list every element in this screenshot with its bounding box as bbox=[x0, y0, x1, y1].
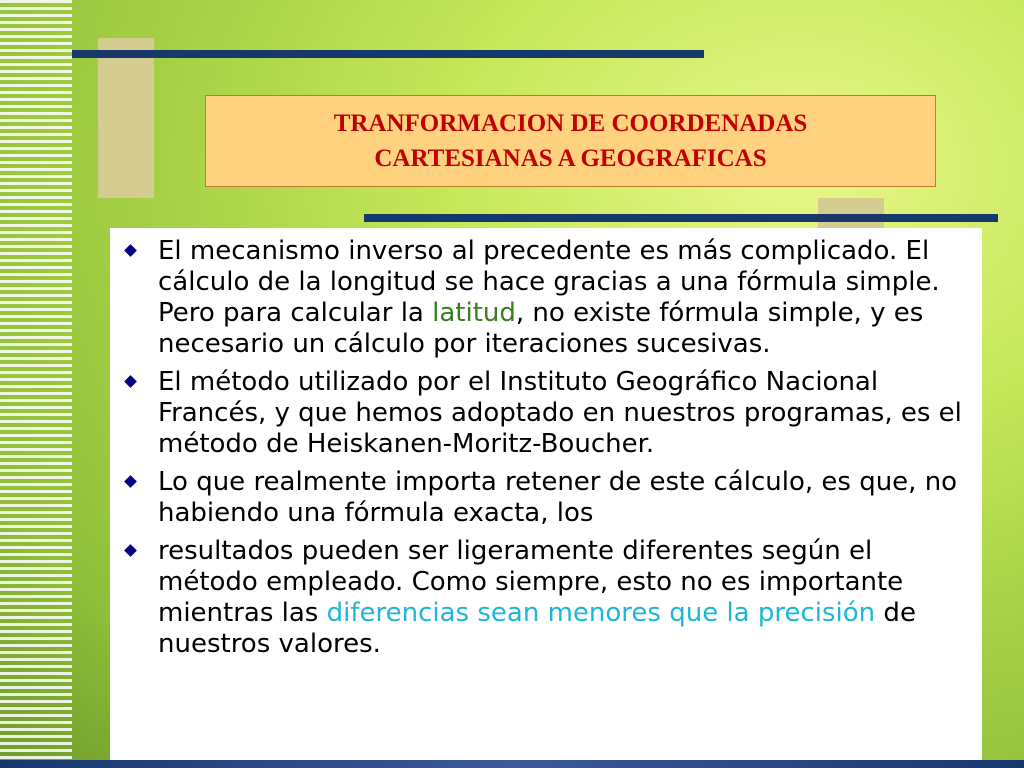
bullet-item-1 bbox=[110, 236, 982, 360]
slide-title bbox=[334, 106, 808, 176]
diamond-bullet-icon bbox=[124, 475, 137, 488]
bullet-item-2 bbox=[110, 367, 982, 460]
decorative-line-top bbox=[72, 50, 704, 58]
slide-title-line-1: TRANFORMACION DE COORDENADAS bbox=[333, 110, 808, 137]
bullet-item-3 bbox=[110, 467, 982, 529]
bullet-list bbox=[110, 228, 982, 660]
slide-content-panel bbox=[110, 228, 982, 760]
decorative-stripes bbox=[0, 0, 72, 768]
diamond-bullet-icon bbox=[124, 244, 137, 257]
bullet-1-text-after: , no existe fórmula simple, y es necesario un cálculo por iteraciones sucesivas. bbox=[158, 298, 924, 359]
bullet-4-highlight: diferencias sean menores que la precisión bbox=[326, 598, 876, 628]
bullet-2-text: El método utilizado por el Instituto Geográfico Nacional Francés, y que hemos adoptado en nuestros programas, es el método de Heiskanen-Moritz-Boucher. bbox=[158, 367, 962, 459]
decorative-line-bottom bbox=[0, 760, 1024, 768]
diamond-bullet-icon bbox=[124, 544, 137, 557]
bullet-3-text: Lo que realmente importa retener de este cálculo, es que, no habiendo una fórmula exacta, los bbox=[158, 467, 958, 528]
decorative-line-middle bbox=[364, 214, 998, 222]
decorative-block-left bbox=[98, 38, 154, 198]
bullet-1-highlight: latitud bbox=[432, 298, 516, 328]
diamond-bullet-icon bbox=[124, 375, 137, 388]
decorative-block-right bbox=[818, 198, 884, 228]
bullet-item-4 bbox=[110, 536, 982, 660]
slide-title-box bbox=[205, 95, 936, 187]
bullet-4-text-after: de nuestros valores. bbox=[158, 598, 916, 659]
bullet-1-text-before: El mecanismo inverso al precedente es más complicado. El cálculo de la longitud se hace gracias a una fórmula simple. Pero para calcular la bbox=[158, 236, 940, 328]
bullet-4-text-before: resultados pueden ser ligeramente diferentes según el método empleado. Como siempre, esto no es importante mientras las bbox=[158, 536, 904, 628]
slide-title-line-2: CARTESIANAS A GEOGRAFICAS bbox=[374, 145, 767, 172]
